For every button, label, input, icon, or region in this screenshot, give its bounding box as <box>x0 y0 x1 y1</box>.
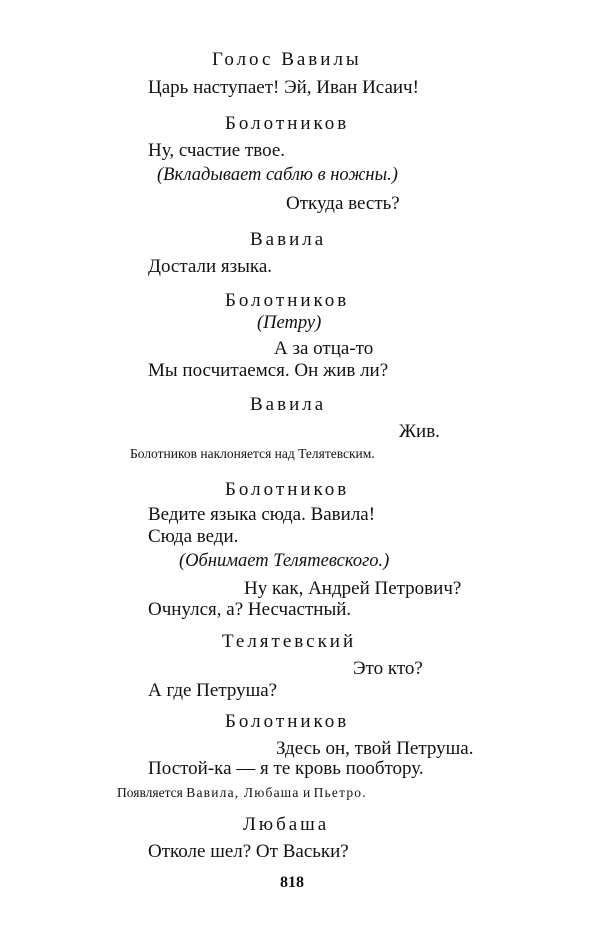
verse-line: Сюда веди. <box>148 526 239 547</box>
stage-direction-prose <box>117 786 367 800</box>
speaker-bolotnikov: Болотников <box>225 479 350 500</box>
stage-direction-prose: Болотников наклоняется над Телятевским. <box>130 446 375 461</box>
speaker-bolotnikov: Болотников <box>225 711 350 732</box>
verse-line: Ведите языка сюда. Вавила! <box>148 504 376 525</box>
stage-prefix: Появляется <box>117 785 187 800</box>
speaker-telyatevsky: Телятевский <box>222 631 357 652</box>
verse-line: А где Петруша? <box>148 680 278 701</box>
stage-last-name-spaced: Пьетро. <box>313 785 367 800</box>
stage-conj: и <box>299 785 314 800</box>
verse-line: Жив. <box>399 421 440 442</box>
verse-line: А за отца-то <box>274 338 374 359</box>
stage-direction: (Вкладывает саблю в ножны.) <box>157 165 398 185</box>
verse-line: Мы посчитаемся. Он жив ли? <box>148 360 389 381</box>
stage-direction: (Петру) <box>257 313 322 333</box>
verse-line: Очнулся, а? Несчастный. <box>148 599 352 620</box>
speaker-vavila: Вавила <box>250 394 327 415</box>
speaker-bolotnikov: Болотников <box>225 290 350 311</box>
stage-names-spaced: Вавила, Любаша <box>186 785 300 800</box>
page-number: 818 <box>280 874 304 891</box>
speaker-vavila: Вавила <box>250 229 327 250</box>
stage-direction: (Обнимает Телятевского.) <box>179 551 390 571</box>
verse-line: Достали языка. <box>148 256 273 277</box>
verse-line: Это кто? <box>353 658 423 679</box>
speaker-golos-vavily: Голос Вавилы <box>212 49 362 70</box>
verse-line: Отколе шел? От Васьки? <box>148 841 349 862</box>
verse-line: Ну, счастие твое. <box>148 140 286 161</box>
verse-line: Ну как, Андрей Петрович? <box>244 578 462 599</box>
verse-line: Здесь он, твой Петруша. <box>276 738 474 759</box>
verse-line: Царь наступает! Эй, Иван Исаич! <box>148 77 419 98</box>
verse-line: Откуда весть? <box>286 193 400 214</box>
speaker-lyubasha: Любаша <box>243 814 330 835</box>
verse-line: Постой-ка — я те кровь пообтору. <box>148 758 424 779</box>
speaker-bolotnikov: Болотников <box>225 113 350 134</box>
